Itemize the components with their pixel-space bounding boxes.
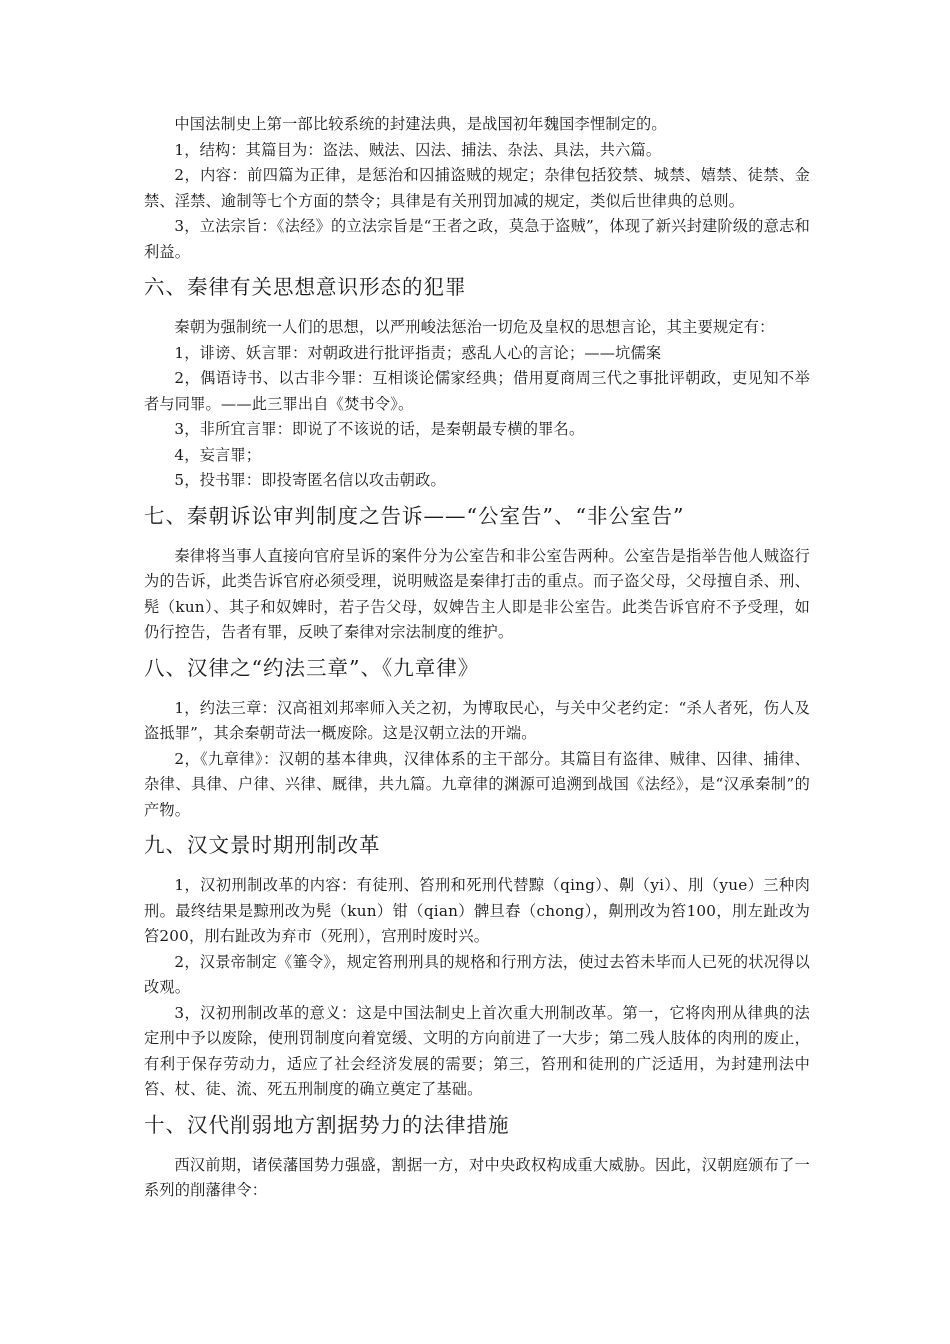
- section-7: [144, 502, 810, 646]
- section-heading: 七、秦朝诉讼审判制度之告诉——“公室告”、“非公室告”: [144, 503, 685, 528]
- paragraph: 1，汉初刑制改革的内容：有徒刑、笞刑和死刑代替黥（qing）、劓（yi）、刖（yue）三种肉刑。最终结果是黥刑改为髡（kun）钳（qian）髀旦舂（chong），劓刑改为笞100，刖左趾改为笞200，刖右趾改为弃市（死刑），宫刑时废时兴。: [144, 876, 810, 945]
- paragraph: 3，非所宜言罪：即说了不该说的话，是秦朝最专横的罪名。: [174, 420, 585, 438]
- section-heading: 九、汉文景时期刑制改革: [144, 833, 381, 857]
- paragraph: 2，汉景帝制定《箠令》，规定笞刑刑具的规格和行刑方法，使过去笞未毕而人已死的状况得以改观。: [144, 952, 810, 996]
- section-fajing: [144, 112, 810, 265]
- paragraph: 5，投书罪：即投寄匿名信以攻击朝政。: [174, 471, 446, 489]
- paragraph: 中国法制史上第一部比较系统的封建法典，是战国初年魏国李悝制定的。: [174, 115, 667, 133]
- section-6: [144, 273, 810, 494]
- paragraph: 2，偶语诗书、以古非今罪：互相谈论儒家经典；借用夏商周三代之事批评朝政，吏见知不举者与同罪。——此三罪出自《焚书令》。: [144, 369, 810, 413]
- paragraph: 3，立法宗旨：《法经》的立法宗旨是“王者之政，莫急于盗贼”，体现了新兴封建阶级的意志和利益。: [144, 217, 810, 261]
- section-9: [144, 831, 810, 1103]
- paragraph: 秦律将当事人直接向官府呈诉的案件分为公室告和非公室告两种。公室告是指举告他人贼盗行为的告诉，此类告诉官府必须受理，说明贼盗是秦律打击的重点。而子盗父母，父母擅自杀、刑、髡（kun）、其子和奴婢时，若子告父母，奴婢告主人即是非公室告。此类告诉官府不予受理，如仍行控告，告者有罪，反映了秦律对宗法制度的维护。: [144, 546, 810, 641]
- paragraph: 秦朝为强制统一人们的思想，以严刑峻法惩治一切危及皇权的思想言论，其主要规定有：: [174, 318, 775, 336]
- paragraph: 1，约法三章：汉高祖刘邦率师入关之初，为博取民心，与关中父老约定：“杀人者死，伤人及盗抵罪”，其余秦朝苛法一概废除。这是汉朝立法的开端。: [144, 698, 810, 742]
- paragraph: 1，结构：其篇目为：盗法、贼法、囚法、捕法、杂法、具法，共六篇。: [174, 140, 662, 159]
- section-8: [144, 654, 810, 824]
- section-heading: 八、汉律之“约法三章”、《九章律》: [144, 655, 480, 680]
- section-heading: 十、汉代削弱地方割据势力的法律措施: [144, 1112, 510, 1137]
- paragraph: 3，汉初刑制改革的意义：这是中国法制史上首次重大刑制改革。第一，它将肉刑从律典的法定刑中予以废除，使刑罚制度向着宽缓、文明的方向前进了一大步；第二残人肢体的肉刑的废止，有利于保存劳动力，适应了社会经济发展的需要；第三，笞刑和徒刑的广泛适用，为封建刑法中笞、杖、徒、流、死五刑制度的确立奠定了基础。: [144, 1003, 810, 1098]
- paragraph: 4，妄言罪；: [174, 445, 262, 464]
- paragraph: 西汉前期，诸侯藩国势力强盛，割据一方，对中央政权构成重大威胁。因此，汉朝庭颁布了一系列的削藩律令：: [144, 1155, 810, 1199]
- section-heading: 六、秦律有关思想意识形态的犯罪: [144, 275, 467, 299]
- paragraph: 1，诽谤、妖言罪：对朝政进行批评指责；惑乱人心的言论；——坑儒案: [174, 343, 662, 362]
- paragraph: 2，《九章律》：汉朝的基本律典，汉律体系的主干部分。其篇目有盗律、贼律、囚律、捕律、杂律、具律、户律、兴律、厩律，共九篇。九章律的渊源可追溯到战国《法经》，是“汉承秦制”的产物。: [144, 749, 810, 819]
- section-10: [144, 1111, 810, 1204]
- paragraph: 2，内容：前四篇为正律，是惩治和囚捕盗贼的规定；杂律包括狡禁、城禁、嬉禁、徒禁、金禁、淫禁、逾制等七个方面的禁令；具律是有关刑罚加减的规定，类似后世律典的总则。: [144, 166, 810, 210]
